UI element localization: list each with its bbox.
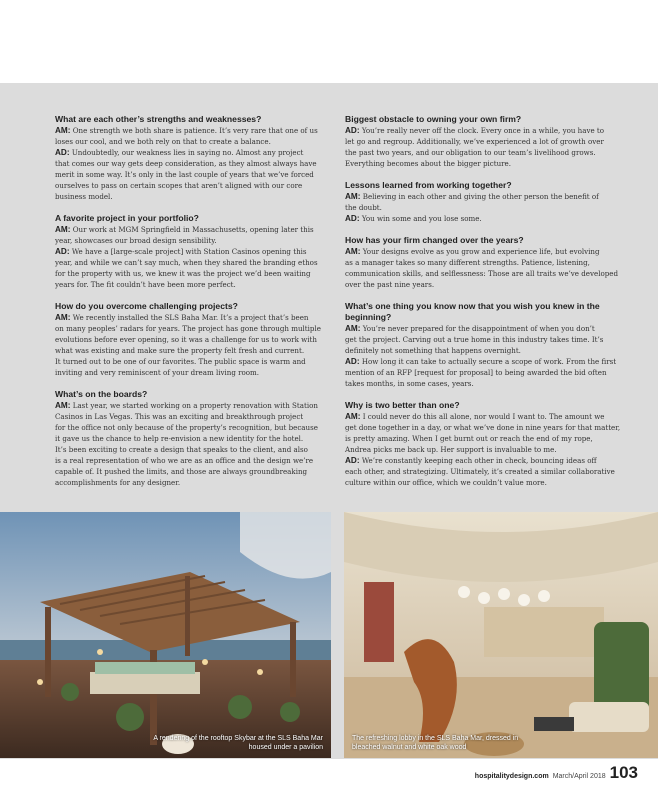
question-heading: Biggest obstacle to owning your own firm? (345, 114, 522, 124)
qa-section (345, 114, 627, 169)
answer-paragraph (345, 125, 627, 169)
answer-line (345, 147, 627, 158)
answer-text: as a manager takes so many different strengths. Patience, listening, (345, 258, 590, 267)
answer-line (345, 367, 627, 378)
lobby-caption: The refreshing lobby in the SLS Baha Mar, dressed in bleached walnut and white oak wood (352, 735, 519, 751)
answer-line (55, 257, 337, 268)
qa-section (55, 301, 337, 378)
answer-line (55, 433, 337, 444)
answer-text: You’re never prepared for the disappointment of when you don’t (362, 324, 595, 333)
skybar-caption: A rendering of the rooftop Skybar at the SLS Baha Mar housed under a pavilion (153, 735, 323, 751)
answer-text: what was existing and make sure the property felt fresh and current. (55, 346, 305, 355)
answer-text: is a real representation of who we are as an office and the design we’re (55, 456, 314, 465)
answer-text: Everything becomes about the bigger picture. (345, 159, 512, 168)
answer-text: Undoubtedly, our weakness lies in saying no. Almost any project (71, 148, 304, 157)
answer-line (345, 334, 627, 345)
answer-text: year, and while we can’t say much, when they shared the branding ethos (55, 258, 318, 267)
answer-line (55, 147, 337, 158)
question-heading: How has your firm changed over the years? (345, 235, 524, 245)
answer-line (345, 433, 627, 444)
answer-text: definitely not something that happens overnight. (345, 346, 521, 355)
answer-line (345, 411, 627, 422)
answer-paragraph (55, 312, 337, 378)
answer-line (345, 378, 627, 389)
answer-text: Casinos in Las Vegas. This was an exciting and breakthrough project (55, 412, 304, 421)
question-heading: A favorite project in your portfolio? (55, 213, 199, 223)
answer-text: We’re constantly keeping each other in check, bouncing ideas off (361, 456, 597, 465)
answer-text: get done together in a day, or what we’ve done in nine years for that matter, (345, 423, 621, 432)
speaker-initials: AD: (345, 214, 360, 223)
answer-line (345, 136, 627, 147)
answer-text: We have a [large-scale project] with Station Casinos opening this (71, 247, 307, 256)
speaker-initials: AM: (345, 324, 361, 333)
answer-paragraph (345, 246, 627, 290)
answer-paragraph (55, 125, 337, 147)
question-heading: What’s on the boards? (55, 389, 148, 399)
speaker-initials: AD: (55, 148, 70, 157)
right-column (345, 114, 627, 499)
page-footer (475, 763, 638, 783)
answer-line (345, 356, 627, 367)
answer-text: It turned out to be one of our favorites. The public space is warm and (55, 357, 306, 366)
answer-text: One strength we both share is patience. It’s very rare that one of us (72, 126, 318, 135)
speaker-initials: AD: (55, 247, 70, 256)
speaker-initials: AM: (55, 313, 71, 322)
qa-section (345, 235, 627, 290)
skybar-photo (0, 512, 331, 758)
answer-line (55, 422, 337, 433)
answer-paragraph (345, 411, 627, 455)
answer-line (345, 246, 627, 257)
qa-section (345, 400, 627, 488)
answer-text: loses our cool, and we both rely on that to create a balance. (55, 137, 271, 146)
answer-text: it gave us the chance to help re-envision a new identity for the hotel. (55, 434, 304, 443)
answer-line (345, 191, 627, 202)
answer-line (55, 444, 337, 455)
speaker-initials: AD: (345, 456, 360, 465)
answer-paragraph (55, 147, 337, 202)
answer-line (345, 455, 627, 466)
answer-text: years for. The fit couldn’t have been more perfect. (55, 280, 236, 289)
speaker-initials: AM: (55, 401, 71, 410)
answer-text: over the past nine years. (345, 280, 435, 289)
speaker-initials: AM: (345, 192, 361, 201)
answer-paragraph (345, 213, 627, 224)
answer-line (55, 158, 337, 169)
answer-line (55, 312, 337, 323)
answer-text: inviting and very reminiscent of your dream living room. (55, 368, 260, 377)
answer-paragraph (345, 455, 627, 488)
qa-section (55, 213, 337, 290)
qa-section (55, 389, 337, 488)
answer-text: the past two years, and our obligation to our team’s livelihood grows. (345, 148, 596, 157)
question-heading: What’s one thing you know now that you wish you knew in the beginning? (345, 301, 600, 322)
answer-line (345, 279, 627, 290)
page-number: 103 (609, 763, 638, 782)
answer-text: Believing in each other and giving the other person the benefit of (362, 192, 599, 201)
lobby-photo (344, 512, 658, 758)
answer-text: Your designs evolve as you grow and experience life, but evolving (362, 247, 600, 256)
question-heading: Lessons learned from working together? (345, 180, 512, 190)
question-heading: Why is two better than one? (345, 400, 460, 410)
answer-line (55, 400, 337, 411)
answer-line (55, 125, 337, 136)
answer-line (55, 323, 337, 334)
answer-text: You win some and you lose some. (361, 214, 482, 223)
speaker-initials: AM: (55, 225, 71, 234)
answer-paragraph (55, 224, 337, 246)
answer-line (55, 136, 337, 147)
answer-line (55, 191, 337, 202)
answer-line (55, 224, 337, 235)
answer-text: How long it can take to actually secure a scope of work. From the first (361, 357, 617, 366)
answer-text: each other, and strategizing. Ultimately, it’s created a similar collaborative (345, 467, 615, 476)
answer-line (55, 169, 337, 180)
answer-text: year, showcases our broad design sensibility. (55, 236, 217, 245)
answer-text: let go and regroup. Additionally, we’ve experienced a lot of growth over (345, 137, 604, 146)
answer-line (345, 345, 627, 356)
answer-line (55, 180, 337, 191)
answer-line (55, 411, 337, 422)
answer-line (55, 268, 337, 279)
question-heading: How do you overcome challenging projects? (55, 301, 238, 311)
qa-section (345, 180, 627, 224)
answer-line (55, 477, 337, 488)
answer-line (345, 422, 627, 433)
left-column (55, 114, 337, 499)
speaker-initials: AD: (345, 126, 360, 135)
answer-text: Our work at MGM Springfield in Massachusetts, opening later this (72, 225, 314, 234)
answer-line (345, 268, 627, 279)
answer-text: I could never do this all alone, nor would I want to. The amount we (362, 412, 605, 421)
answer-paragraph (55, 400, 337, 488)
answer-line (345, 477, 627, 488)
answer-text: for the property with us, we knew it was the project we’d been waiting (55, 269, 311, 278)
answer-text: ourselves to pass on certain scopes that aren’t aligned with our core (55, 181, 303, 190)
answer-text: on many peoples’ radars for years. The project has gone through multiple (55, 324, 321, 333)
answer-text: is pretty amazing. When I get burnt out or reach the end of my rope, (345, 434, 593, 443)
answer-line (345, 202, 627, 213)
answer-line (55, 345, 337, 356)
lobby-image (344, 512, 658, 758)
answer-paragraph (345, 356, 627, 389)
answer-text: merit in some way. It’s only in the last couple of years that we’ve forced (55, 170, 314, 179)
answer-text: Last year, we started working on a property renovation with Station (72, 401, 318, 410)
question-heading: What are each other’s strengths and weaknesses? (55, 114, 262, 124)
qa-section (55, 114, 337, 202)
answer-text: takes months, in some cases, years. (345, 379, 474, 388)
answer-line (55, 334, 337, 345)
qa-section (345, 301, 627, 389)
footer-issue: March/April 2018 (552, 773, 606, 780)
answer-text: that comes our way gets deep consideration, as they almost always have (55, 159, 317, 168)
speaker-initials: AM: (345, 412, 361, 421)
speaker-initials: AM: (55, 126, 71, 135)
answer-text: culture within our office, which we couldn’t value more. (345, 478, 547, 487)
answer-paragraph (345, 191, 627, 213)
speaker-initials: AD: (345, 357, 360, 366)
answer-text: capable of. It pushed the limits, and those are always groundbreaking (55, 467, 308, 476)
answer-text: business model. (55, 192, 113, 201)
answer-line (55, 455, 337, 466)
answer-text: mention of an RFP [request for proposal] to being awarded the bid often (345, 368, 607, 377)
answer-line (345, 323, 627, 334)
answer-text: We recently installed the SLS Baha Mar. It’s a project that’s been (72, 313, 309, 322)
answer-text: evolutions before ever opening, so it was a challenge for us to work with (55, 335, 317, 344)
answer-line (55, 356, 337, 367)
answer-paragraph (55, 246, 337, 290)
answer-text: Andrea picks me back up. Her support is invaluable to me. (345, 445, 557, 454)
answer-text: get the project. Carving out a true home in this industry takes time. It’s (345, 335, 604, 344)
answer-line (55, 246, 337, 257)
answer-line (55, 235, 337, 246)
answer-line (345, 257, 627, 268)
answer-line (345, 125, 627, 136)
skybar-rendering-image (0, 512, 331, 758)
answer-text: communication skills, and selflessness: Those are all traits we’ve developed (345, 269, 619, 278)
answer-paragraph (345, 323, 627, 356)
answer-line (345, 213, 627, 224)
answer-text: the doubt. (345, 203, 382, 212)
answer-text: for the office not only because of the property’s recognition, but because (55, 423, 318, 432)
answer-line (345, 444, 627, 455)
footer-site: hospitalitydesign.com (474, 773, 549, 780)
answer-line (55, 466, 337, 477)
answer-line (345, 158, 627, 169)
answer-line (345, 466, 627, 477)
answer-text: You’re really never off the clock. Every once in a while, you have to (361, 126, 605, 135)
speaker-initials: AM: (345, 247, 361, 256)
answer-line (55, 367, 337, 378)
answer-line (55, 279, 337, 290)
answer-text: accomplishments for any designer. (55, 478, 181, 487)
answer-text: It’s been exciting to create a design that speaks to the client, and also (55, 445, 308, 454)
